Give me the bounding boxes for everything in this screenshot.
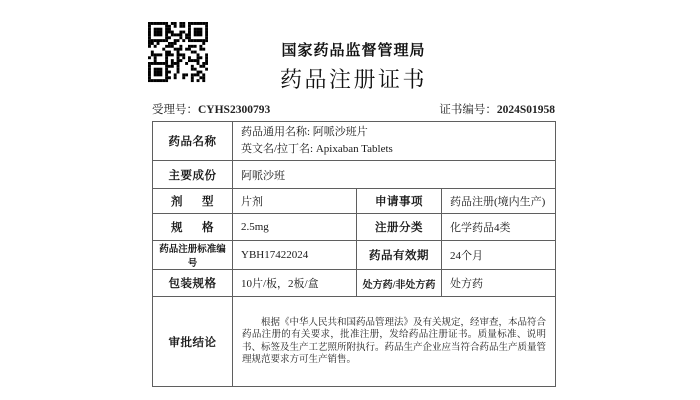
main-ingredient-label: 主要成份: [153, 161, 233, 189]
generic-name-line: 药品通用名称: 阿哌沙班片: [241, 126, 368, 138]
rx-otc-label: 处方药/非处方药: [357, 270, 442, 297]
standard-no-label: 药品注册标准编号: [153, 241, 233, 270]
acceptance-number: [152, 101, 270, 117]
validity-period-label: 药品有效期: [357, 241, 442, 270]
package-spec-label: 包装规格: [153, 270, 233, 297]
registration-category-label: 注册分类: [357, 214, 442, 241]
certificate-number: [439, 101, 555, 117]
registration-category-value: 化学药品4类: [442, 214, 556, 241]
document-title: 药品注册证书: [279, 67, 427, 92]
drug-name-label: 药品名称: [153, 122, 233, 161]
application-item-value: 药品注册(境内生产): [442, 189, 556, 214]
certificate-value: 2024S01958: [496, 104, 555, 116]
acceptance-label: 受理号：: [152, 104, 198, 116]
dosage-form-label: 剂型: [153, 189, 233, 214]
row-main-ingredient: [153, 161, 556, 189]
certificate-label: 证书编号：: [439, 104, 497, 116]
validity-period-value: 24个月: [442, 241, 556, 270]
row-approval: [153, 297, 556, 387]
rx-otc-value: 处方药: [442, 270, 556, 297]
row-drug-name: [153, 122, 556, 161]
issuing-authority: 国家药品监督管理局: [281, 42, 426, 59]
approval-cell: [233, 297, 556, 387]
dosage-form-value: 片剂: [233, 189, 357, 214]
application-item-label: 申请事项: [357, 189, 442, 214]
english-name-line: 英文名/拉丁名: Apixaban Tablets: [241, 143, 393, 155]
row-spec-category: [153, 214, 556, 241]
main-ingredient-value: 阿哌沙班: [233, 161, 556, 189]
acceptance-value: CYHS2300793: [198, 104, 271, 116]
approval-label: 审批结论: [153, 297, 233, 387]
row-dosage-application: [153, 189, 556, 214]
row-standard-validity: [153, 241, 556, 270]
package-spec-value: 10片/板，2板/盒: [233, 270, 357, 297]
row-package-rx: [153, 270, 556, 297]
standard-no-value: YBH17422024: [233, 241, 357, 270]
specification-label: 规格: [153, 214, 233, 241]
info-table: [152, 121, 556, 387]
approval-text: 根据《中华人民共和国药品管理法》及有关规定，经审查，本品符合药品注册的有关要求，批准注册，发给药品注册证书。质量标准、说明书、标签及生产工艺照所附执行。药品生产企业应当符合药品生产质量管理规范要求方可生产销售。: [242, 317, 547, 365]
meta-row: [152, 101, 555, 117]
specification-value: 2.5mg: [233, 214, 357, 241]
drug-name-value: [233, 122, 556, 161]
